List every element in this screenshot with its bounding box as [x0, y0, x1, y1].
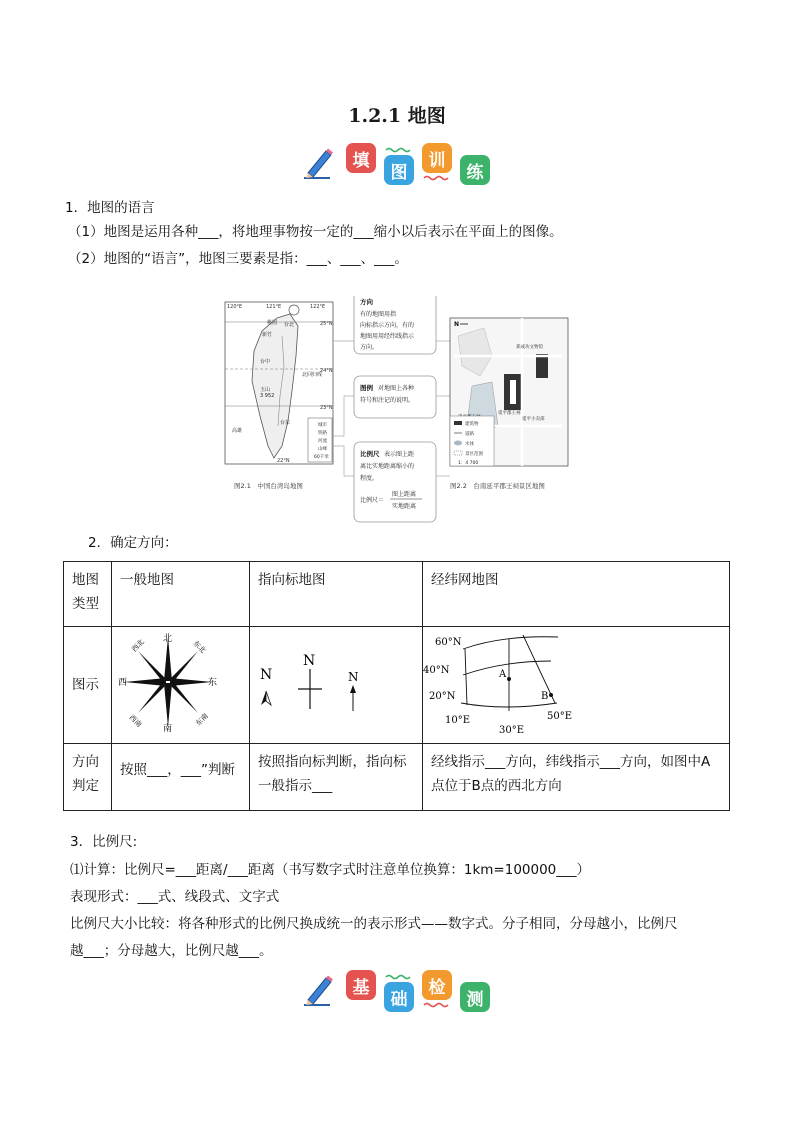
svg-text:向标指示方向，有的: 向标指示方向，有的: [360, 322, 415, 329]
svg-text:玉山: 玉山: [260, 387, 271, 393]
svg-text:离比实地距离缩小的: 离比实地距离缩小的: [360, 463, 415, 470]
svg-text:台北: 台北: [284, 322, 295, 328]
graticule-diagram: [423, 627, 729, 739]
svg-text:22°N: 22°N: [277, 458, 290, 464]
table-cell: 方向判定: [72, 754, 99, 794]
table-row: [64, 627, 730, 744]
compass-rose: [112, 627, 249, 739]
svg-text:25°N: 25°N: [320, 321, 333, 327]
svg-text:3 952: 3 952: [260, 393, 275, 399]
svg-text:道路: 道路: [465, 432, 474, 437]
pencil-icon: [300, 972, 336, 1008]
svg-text:西南: 西南: [127, 713, 144, 729]
svg-text:20°N: 20°N: [429, 691, 456, 702]
svg-text:水体: 水体: [465, 442, 474, 447]
svg-text:台东: 台东: [280, 420, 291, 426]
svg-text:东北: 东北: [191, 639, 208, 655]
badge-tu: 图: [384, 155, 414, 185]
badge-ji: 基: [346, 970, 376, 1000]
svg-text:121°E: 121°E: [266, 304, 282, 310]
table-cell: 按照指向标判断，指向标一般指示___: [258, 754, 407, 794]
svg-text:表示图上距: 表示图上距: [384, 451, 415, 458]
svg-text:图例: 图例: [360, 384, 373, 392]
compass-north: 北: [163, 634, 173, 644]
table-row: [64, 744, 730, 811]
badge-chu: 础: [384, 982, 414, 1012]
compass-west: 西: [118, 678, 128, 688]
svg-text:B: B: [541, 691, 549, 702]
map-elements-figure: [222, 296, 572, 526]
page-title: 1.2.1 地图: [348, 105, 446, 127]
section2-heading: 2．确定方向：: [88, 535, 178, 551]
svg-text:方向。: 方向。: [360, 344, 379, 351]
svg-text:N: N: [303, 653, 316, 669]
callout-scale: [354, 442, 436, 522]
svg-text:山峰: 山峰: [318, 447, 327, 452]
svg-text:程度。: 程度。: [360, 475, 379, 482]
svg-text:河流: 河流: [318, 439, 327, 444]
section3-line2: 表现形式：___式、线段式、文字式: [70, 889, 280, 905]
table-row: [64, 562, 730, 627]
svg-text:景区范围: 景区范围: [465, 452, 483, 457]
svg-text:24°N: 24°N: [320, 368, 333, 374]
svg-text:N: N: [454, 321, 460, 328]
compass-south: 南: [163, 724, 173, 734]
table-cell: 一般地图: [120, 572, 174, 588]
svg-text:有的地图用指: 有的地图用指: [360, 311, 397, 318]
section1-q2: （2）地图的“语言”，地图三要素是指：___、___、___。: [68, 251, 408, 267]
svg-text:60°N: 60°N: [435, 637, 462, 648]
svg-text:图上距离: 图上距离: [392, 491, 417, 498]
svg-text:比例尺: 比例尺: [360, 450, 380, 458]
svg-text:40°N: 40°N: [423, 665, 450, 676]
svg-text:60千米: 60千米: [314, 455, 329, 460]
svg-text:延平小卖部: 延平小卖部: [522, 417, 545, 422]
table-cell: 地图类型: [72, 572, 99, 612]
badge-tian: 填: [346, 143, 376, 173]
badge-jian: 检: [422, 970, 452, 1000]
taiwan-map: [225, 302, 333, 464]
caption-fig21: 图2.1 中国台湾岛地图: [234, 482, 303, 490]
header-badges: [0, 143, 794, 185]
section3-line4: 越___；分母越大，比例尺越___。: [70, 943, 273, 959]
svg-text:对地图上各种: 对地图上各种: [378, 385, 415, 392]
svg-text:120°E: 120°E: [227, 304, 243, 310]
svg-text:A: A: [499, 669, 507, 680]
svg-text:台中: 台中: [260, 359, 271, 365]
callout-legend: [354, 376, 436, 418]
svg-text:铁路: 铁路: [318, 431, 327, 436]
table-cell: 图示: [72, 677, 99, 693]
svg-text:10°E: 10°E: [445, 715, 471, 726]
svg-text:比例尺＝: 比例尺＝: [360, 497, 385, 504]
svg-text:高雄: 高雄: [232, 428, 243, 434]
pencil-icon: [300, 145, 336, 181]
svg-text:122°E: 122°E: [310, 304, 326, 310]
svg-text:符号和注记的说明。: 符号和注记的说明。: [360, 397, 415, 404]
section1-heading: 1．地图的语言: [65, 200, 155, 216]
direction-table: [63, 561, 730, 811]
compass-east: 东: [208, 678, 218, 688]
table-cell: 指向标地图: [258, 572, 326, 588]
svg-text:延平郡王祠: 延平郡王祠: [498, 411, 521, 416]
svg-text:1：4 700: 1：4 700: [458, 461, 479, 466]
svg-text:建筑物: 建筑物: [465, 422, 479, 427]
caption-fig22: 图2.2 台南延平郡王祠景区地图: [450, 482, 545, 490]
badge-ce: 测: [460, 982, 490, 1012]
svg-text:地图用用经纬线指示: 地图用用经纬线指示: [360, 333, 415, 340]
badge-lian: 练: [460, 155, 490, 185]
svg-text:N: N: [260, 667, 273, 683]
footer-badges: [0, 970, 794, 1012]
svg-text:23°N: 23°N: [320, 405, 333, 411]
svg-text:桃园: 桃园: [267, 320, 278, 326]
section3-heading: 3．比例尺:: [70, 834, 138, 850]
table-cell: 按照___，___”判断: [120, 762, 235, 778]
svg-text:50°E: 50°E: [547, 711, 573, 722]
table-cell: 经纬网地图: [431, 572, 499, 588]
svg-text:东南: 东南: [194, 711, 210, 728]
svg-text:实地距离: 实地距离: [392, 503, 417, 510]
tainan-map: [450, 318, 568, 466]
section3-line3: 比例尺大小比较：将各种形式的比例尺换成统一的表示形式——数字式。分子相同，分母越小，比例尺: [70, 916, 678, 932]
svg-text:郑成功文物馆: 郑成功文物馆: [516, 345, 543, 350]
svg-text:N: N: [348, 670, 359, 684]
north-arrows: [250, 627, 422, 739]
svg-text:西北: 西北: [130, 637, 146, 654]
callout-direction: [354, 296, 436, 354]
table-cell: 经线指示___方向，纬线指示___方向，如图中A点位于B点的西北方向: [431, 754, 711, 794]
section3-line1: ⑴计算：比例尺=___距离/___距离（书写数字式时注意单位换算：1km=100000___）: [70, 862, 591, 878]
svg-text:30°E: 30°E: [499, 725, 525, 736]
section1-q1: （1）地图是运用各种___，将地理事物按一定的___缩小以后表示在平面上的图像。: [68, 224, 563, 240]
svg-text:新竹: 新竹: [262, 332, 273, 338]
svg-text:北回归线: 北回归线: [302, 372, 323, 378]
badge-xun: 训: [422, 143, 452, 173]
svg-text:方向: 方向: [360, 298, 373, 306]
svg-text:城市: 城市: [318, 423, 327, 428]
